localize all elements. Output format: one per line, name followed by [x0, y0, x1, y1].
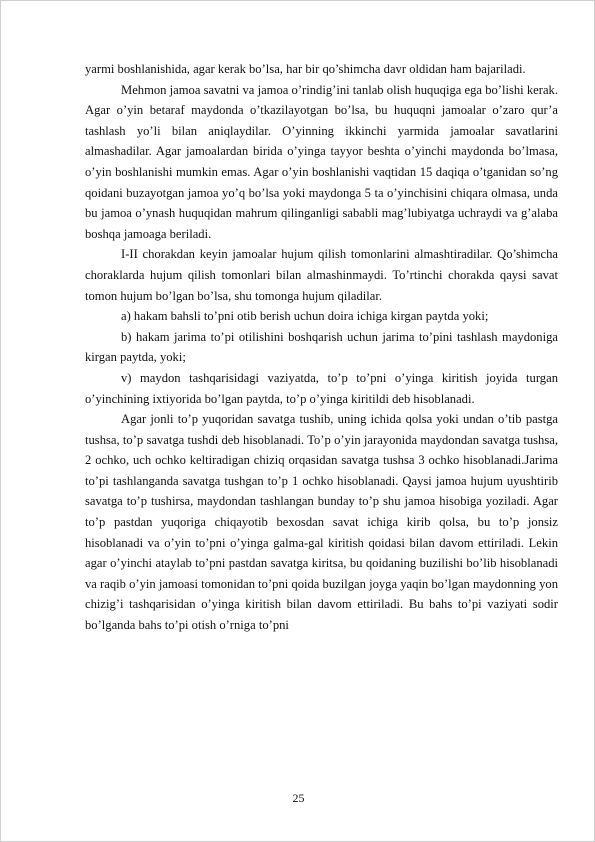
paragraph-visiting-team-rights: Mehmon jamoa savatni va jamoa o’rindig’ini tanlab olish huquqiga ega bo’lishi kerak. Agar o’yin betaraf maydonda o’tkazilayotgan bo’lsa, bu huquqni jamoalar o’zaro qur’a tashlash yo’li bilan aniqlaydilar. O’yinning ikkinchi yarmida jamoalar savatlarini almashadilar. Agar jamoalardan birida o’yinga tayyor beshta o’yinchi maydonda bo’lmasa, o’yin boshlanishi mumkin emas. Agar o’yin boshlanishi vaqtidan 15 daqiqa o’tganidan so’ng qoidani buzayotgan jamoa yo’q bo’lsa yoki maydonga 5 ta o’yinchisini chiqara olmasa, unda bu jamoa o’ynash huquqidan mahrum qilinganligi sababli mag’lubiyatga uchraydi va g’alaba boshqa jamoaga beriladi. [85, 82, 558, 241]
paragraph-continuation: yarmi boshlanishida, agar kerak bo’lsa, har bir qo’shimcha davr oldidan ham bajariladi. [85, 62, 526, 76]
paragraph-attack-direction: I-II chorakdan keyin jamoalar hujum qilish tomonlarini almashtiradilar. Qo’shimcha choraklarda hujum qilish tomonlari bilan almashinmaydi. To’rtinchi chorakda qaysi savat tomon hujum bo’lgan bo’lsa, shu tomonga hujum qiladilar. [85, 247, 558, 303]
page-body [85, 59, 558, 636]
list-item-v: v) maydon tashqarisidagi vaziyatda, to’p to’pni o’yinga kiritish joyida turgan o’yinchining ixtiyorida bo’lgan paytda, to’p o’yinga kiritildi deb hisoblanadi. [85, 370, 558, 406]
page-number: 25 [292, 791, 305, 805]
list-item-a: a) hakam bahsli to’pni otib berish uchun doira ichiga kirgan paytda yoki; [121, 309, 489, 324]
list-item-b: b) hakam jarima to’pi otilishini boshqarish uchun jarima to’pini tashlash maydoniga kirgan paytda, yoki; [85, 329, 558, 365]
paragraph-scoring-rules: Agar jonli to’p yuqoridan savatga tushib, uning ichida qolsa yoki undan o’tib pastga tushsa, to’p savatga tushdi deb hisoblanadi. To’p o’yin jarayonida maydondan savatga tushsa, 2 ochko, uch ochko keltiradigan chiziq orqasidan savatga tushsa 3 ochko hisoblanadi.Jarima to’pi tashlanganda savatga tushgan to’p 1 ochko hisoblanadi. Qaysi jamoa hujum uyushtirib savatga to’p tushirsa, maydondan tashlangan bunday to’p shu jamoa hisobiga yoziladi. Agar to’p pastdan yuqoriga chiqayotib bexosdan savat ichiga kirib qolsa, bu to’p jonsiz hisoblanadi va o’yin to’pni o’yinga galma-gal kiritish qoidasi bilan davom ettiriladi. Lekin agar o’yinchi ataylab to’pni pastdan savatga kiritsa, bu qoidaning buzilishi bo’lib hisoblanadi va raqib o’yin jamoasi tomonidan to’pni qoida buzilgan joyga yaqin bo’lgan maydonning yon chizig’i tashqarisidan o’yinga kiritish bilan davom ettiriladi. Bu bahs to’pi vaziyati sodir bo’lganda bahs to’pi otish o’rniga to’pni [85, 412, 558, 633]
